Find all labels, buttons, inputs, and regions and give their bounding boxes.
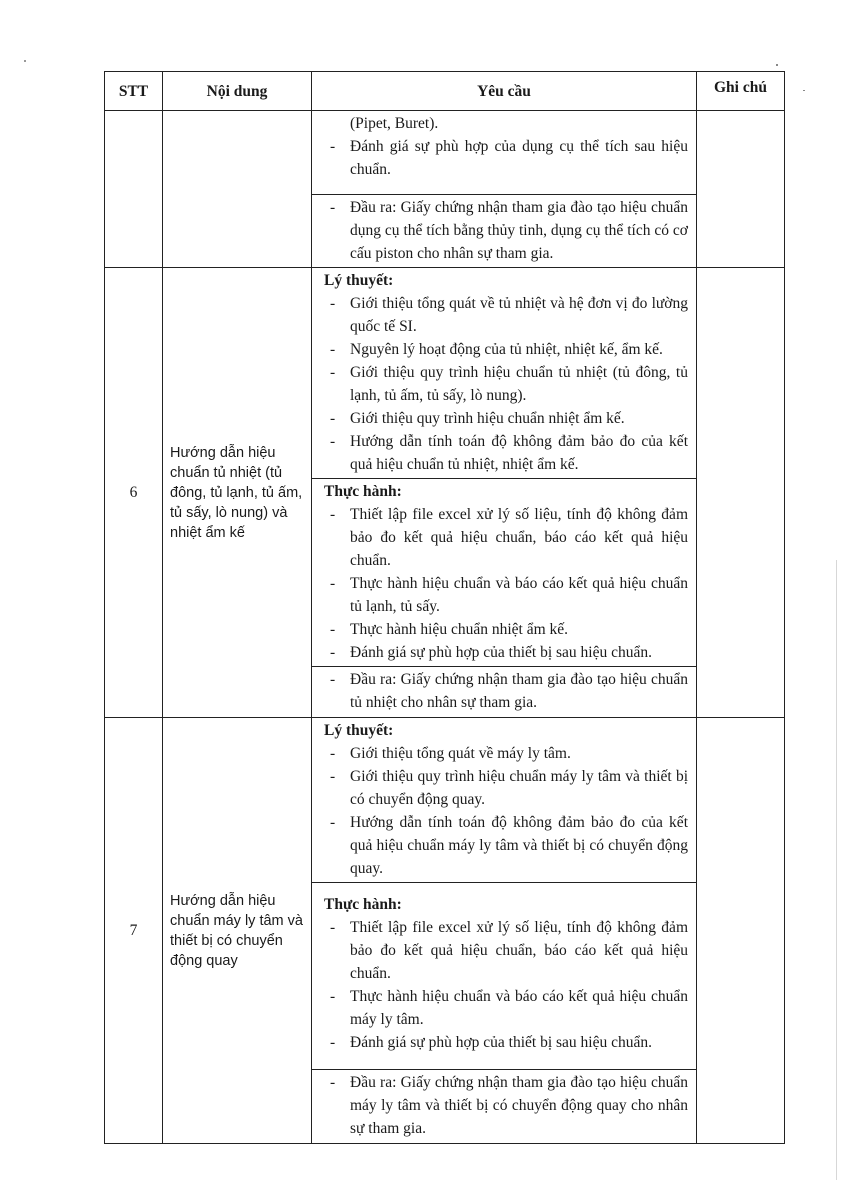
list-item: - Thực hành hiệu chuẩn nhiệt ẩm kế. [324,618,688,641]
list-item: - Thiết lập file excel xử lý số liệu, tính độ không đảm bảo đo kết quả hiệu chuẩn, báo cáo kết quả hiệu chuẩn. [324,503,688,572]
stt-cell [105,111,163,268]
table-header-row [105,72,785,111]
table-row [105,111,785,195]
requirement-cell [312,1070,697,1144]
header-stt: STT [105,72,163,111]
header-note: Ghi chú [697,72,785,111]
list-item: - Thực hành hiệu chuẩn và báo cáo kết quả hiệu chuẩn máy ly tâm. [324,985,688,1031]
list-item: - Đánh giá sự phù hợp của dụng cụ thể tích sau hiệu chuẩn. [324,135,688,181]
content-text: Hướng dẫn hiệu chuẩn máy ly tâm và thiết bị có chuyển động quay [170,892,303,969]
practice-heading: Thực hành: [324,896,402,913]
requirement-cell [312,479,697,667]
note-cell [697,718,785,1144]
content-cell [163,268,312,718]
requirement-cell [312,667,697,718]
practice-heading: Thực hành: [324,483,402,500]
list-item: - Hướng dẫn tính toán độ không đảm bảo đo của kết quả hiệu chuẩn tủ nhiệt, nhiệt ẩm kế. [324,430,688,476]
requirement-cell [312,111,697,195]
theory-heading: Lý thuyết: [324,272,394,289]
content-text: Hướng dẫn hiệu chuẩn tủ nhiệt (tủ đông, tủ lạnh, tủ ấm, tủ sấy, lò nung) và nhiệt ẩm kế [170,444,303,541]
content-cell [163,111,312,268]
list-item: - Giới thiệu tổng quát về máy ly tâm. [324,742,688,765]
theory-heading: Lý thuyết: [324,722,394,739]
requirement-cell [312,883,697,1070]
requirement-cell [312,718,697,883]
output-item: - Đầu ra: Giấy chứng nhận tham gia đào tạo hiệu chuẩn tủ nhiệt cho nhân sự tham gia. [324,668,688,714]
list-item: - Giới thiệu quy trình hiệu chuẩn tủ nhiệt (tủ đông, tủ lạnh, tủ ấm, tủ sấy, lò nung). [324,361,688,407]
table-row [105,268,785,479]
note-cell [697,268,785,718]
scan-speck [776,64,778,66]
list-item: - Giới thiệu quy trình hiệu chuẩn máy ly tâm và thiết bị có chuyển động quay. [324,765,688,811]
note-cell [697,111,785,268]
output-item: - Đầu ra: Giấy chứng nhận tham gia đào tạo hiệu chuẩn dụng cụ thể tích bằng thủy tinh, dụng cụ thể tích có cơ cấu piston cho nhân sự tham gia. [324,196,688,265]
list-item: - Nguyên lý hoạt động của tủ nhiệt, nhiệt kế, ẩm kế. [324,338,688,361]
list-item: - Hướng dẫn tính toán độ không đảm bảo đo của kết quả hiệu chuẩn máy ly tâm và thiết bị có chuyển động quay. [324,811,688,880]
content-cell [163,718,312,1144]
requirement-cell [312,195,697,268]
list-item: - Giới thiệu tổng quát về tủ nhiệt và hệ đơn vị đo lường quốc tế SI. [324,292,688,338]
header-content: Nội dung [163,72,312,111]
output-item: - Đầu ra: Giấy chứng nhận tham gia đào tạo hiệu chuẩn máy ly tâm và thiết bị có chuyển động quay cho nhân sự tham gia. [324,1071,688,1140]
requirement-cell [312,268,697,479]
table-row [105,718,785,883]
stt-cell: 7 [105,718,163,1144]
list-item: - Giới thiệu quy trình hiệu chuẩn nhiệt ẩm kế. [324,407,688,430]
stt-cell: 6 [105,268,163,718]
continuation-text: (Pipet, Buret). [350,115,439,132]
header-requirement: Yêu cầu [312,72,697,111]
list-item: - Đánh giá sự phù hợp của thiết bị sau hiệu chuẩn. [324,641,688,664]
list-item: - Đánh giá sự phù hợp của thiết bị sau hiệu chuẩn. [324,1031,688,1054]
scan-speck [24,60,26,62]
list-item: - Thiết lập file excel xử lý số liệu, tính độ không đảm bảo đo kết quả hiệu chuẩn, báo cáo kết quả hiệu chuẩn. [324,916,688,985]
scan-edge-line [836,560,837,1180]
list-item: - Thực hành hiệu chuẩn và báo cáo kết quả hiệu chuẩn tủ lạnh, tủ sấy. [324,572,688,618]
training-requirements-table [104,71,785,1144]
scan-speck [803,90,805,91]
